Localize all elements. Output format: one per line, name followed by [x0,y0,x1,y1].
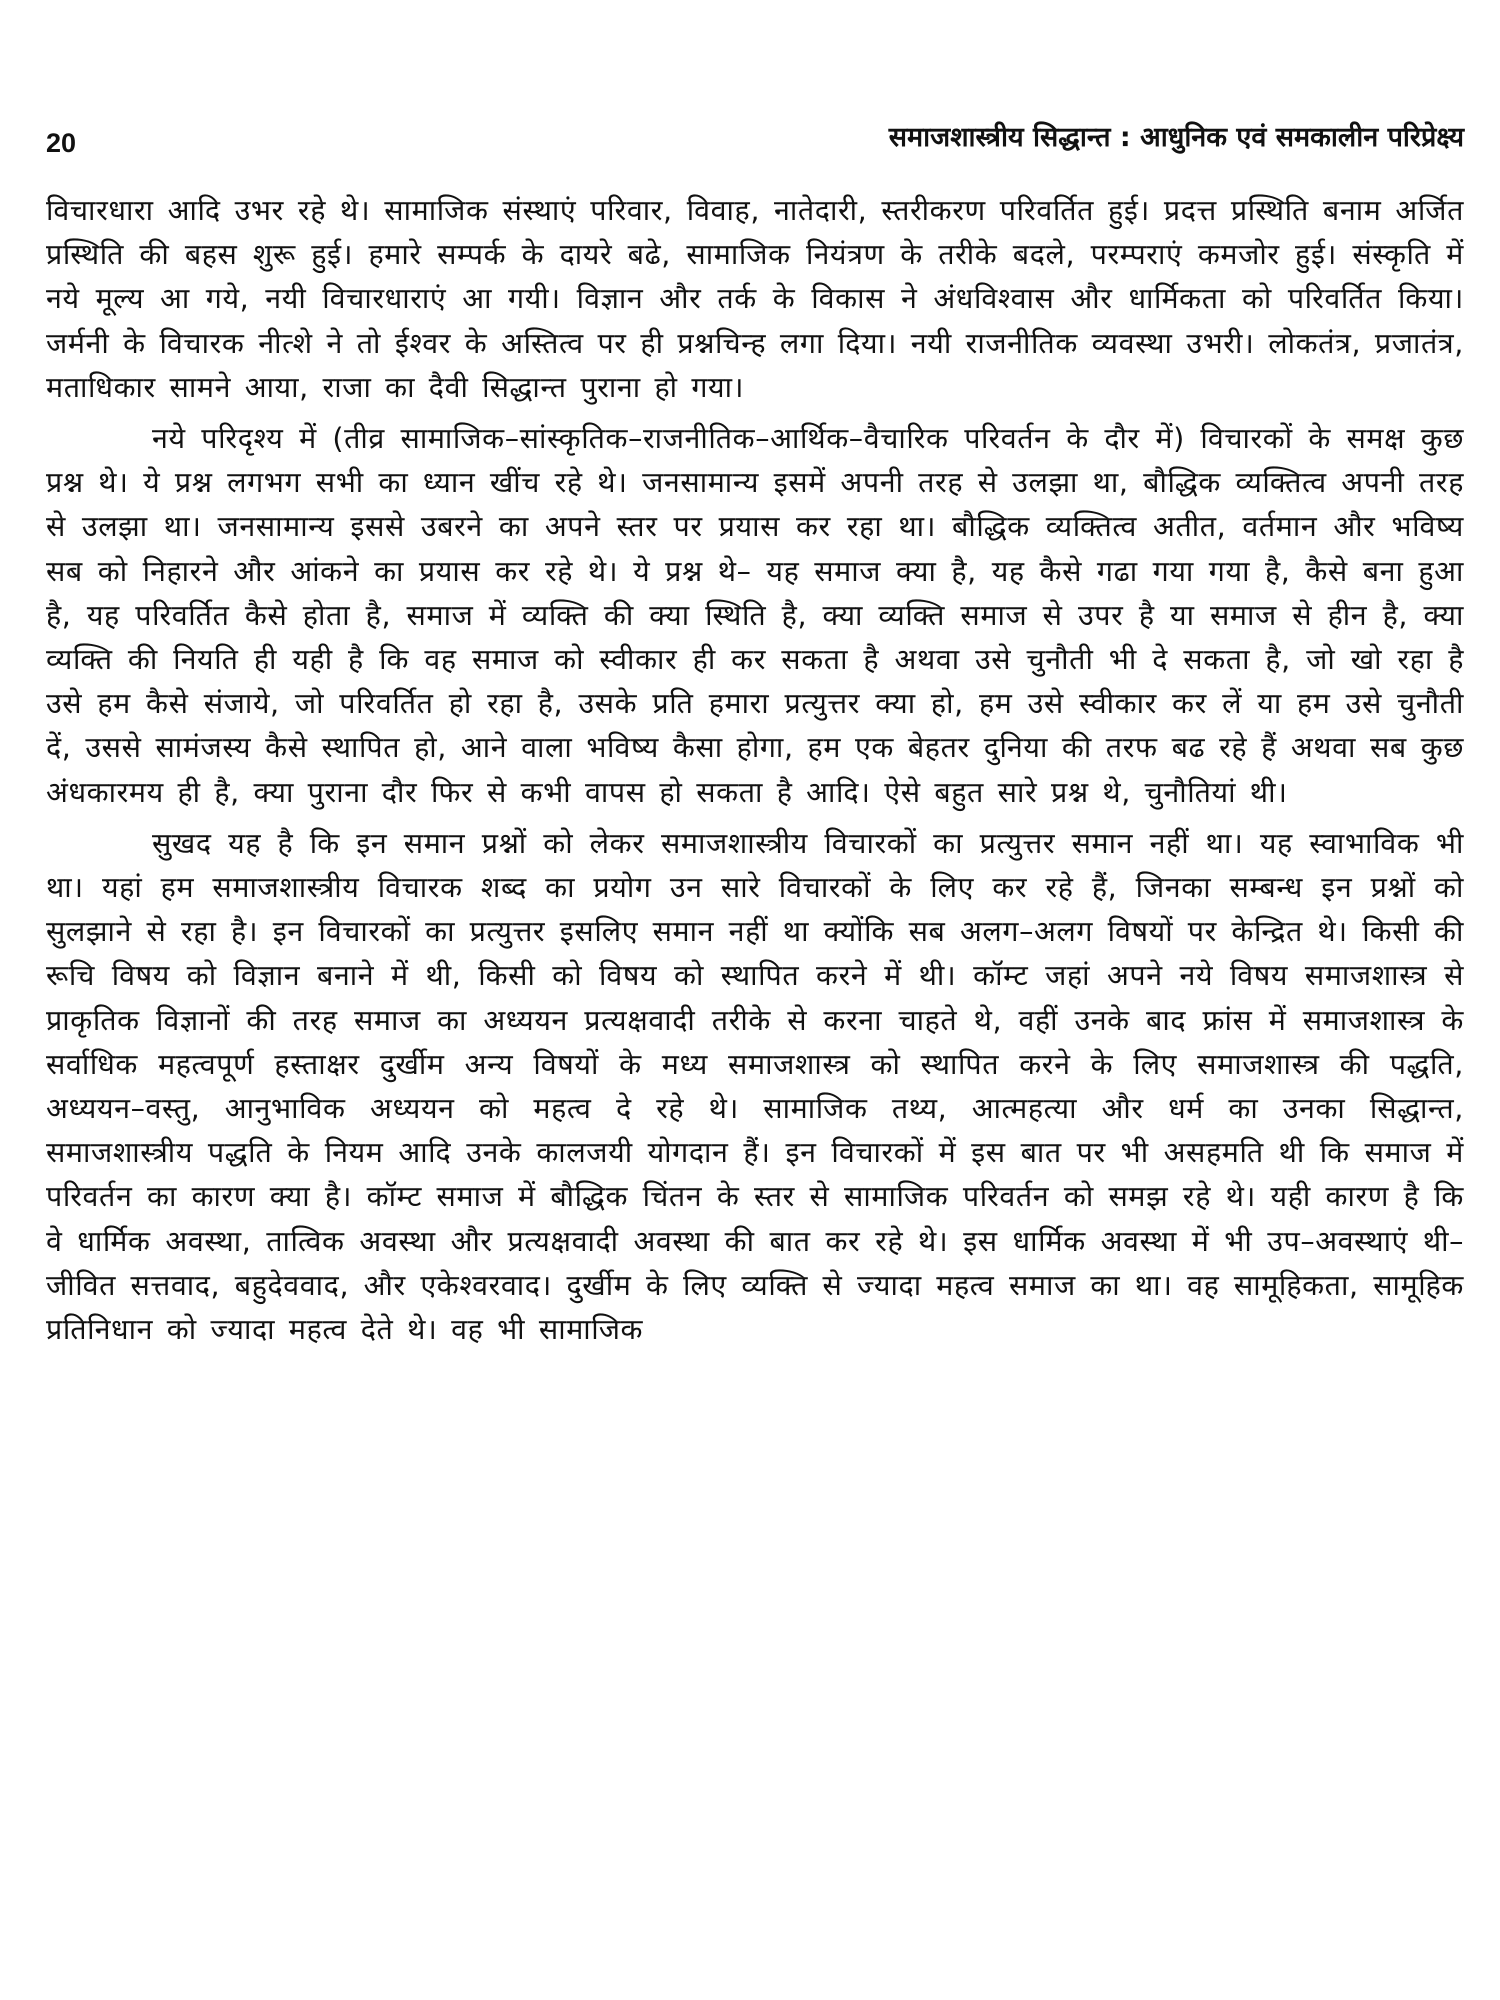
page-number: 20 [46,128,77,158]
paragraph-2: नये परिदृश्य में (तीव्र सामाजिक–सांस्कृतिक–राजनीतिक–आर्थिक–वैचारिक परिवर्तन के दौर में) विचारकों के समक्ष कुछ प्रश्न थे। ये प्रश्न लगभग सभी का ध्यान खींच रहे थे। जनसामान्य इसमें अपनी तरह से उलझा था, बौद्धिक व्यक्तित्व अपनी तरह से उलझा था। जनसामान्य इससे उबरने का अपने स्तर पर प्रयास कर रहा था। बौद्धिक व्यक्तित्व अतीत, वर्तमान और भविष्य सब को निहारने और आंकने का प्रयास कर रहे थे। ये प्रश्न थे– यह समाज क्या है, यह कैसे गढा गया गया है, कैसे बना हुआ है, यह परिवर्तित कैसे होता है, समाज में व्यक्ति की क्या स्थिति है, क्या व्यक्ति समाज से उपर है या समाज से हीन है, क्या व्यक्ति की नियति ही यही है कि वह समाज को स्वीकार ही कर सकता है अथवा उसे चुनौती भी दे सकता है, जो खो रहा है उसे हम कैसे संजाये, जो परिवर्तित हो रहा है, उसके प्रति हमारा प्रत्युत्तर क्या हो, हम उसे स्वीकार कर लें या हम उसे चुनौती दें, उससे सामंजस्य कैसे स्थापित हो, आने वाला भविष्य कैसा होगा, हम एक बेहतर दुनिया की तरफ बढ रहे हैं अथवा सब कुछ अंधकारमय ही है, क्या पुराना दौर फिर से कभी वापस हो सकता है आदि। ऐसे बहुत सारे प्रश्न थे, चुनौतियां थी। [46,421,1464,809]
body-text [46,188,1464,1978]
running-title: समाजशास्त्रीय सिद्धान्त : आधुनिक एवं समकालीन परिप्रेक्ष्य [888,122,1464,153]
page-header [46,118,1464,166]
paragraph-1: विचारधारा आदि उभर रहे थे। सामाजिक संस्थाएं परिवार, विवाह, नातेदारी, स्तरीकरण परिवर्तित हुई। प्रदत्त प्रस्थिति बनाम अर्जित प्रस्थिति की बहस शुरू हुई। हमारे सम्पर्क के दायरे बढे, सामाजिक नियंत्रण के तरीके बदले, परम्पराएं कमजोर हुई। संस्कृति में नये मूल्य आ गये, नयी विचारधाराएं आ गयी। विज्ञान और तर्क के विकास ने अंधविश्वास और धार्मिकता को परिवर्तित किया। जर्मनी के विचारक नीत्शे ने तो ईश्वर के अस्तित्व पर ही प्रश्नचिन्ह लगा दिया। नयी राजनीतिक व्यवस्था उभरी। लोकतंत्र, प्रजातंत्र, मताधिकार सामने आया, राजा का दैवी सिद्धान्त पुराना हो गया। [46,193,1464,404]
paragraph-3: सुखद यह है कि इन समान प्रश्नों को लेकर समाजशास्त्रीय विचारकों का प्रत्युत्तर समान नहीं था। यह स्वाभाविक भी था। यहां हम समाजशास्त्रीय विचारक शब्द का प्रयोग उन सारे विचारकों के लिए कर रहे हैं, जिनका सम्बन्ध इन प्रश्नों को सुलझाने से रहा है। इन विचारकों का प्रत्युत्तर इसलिए समान नहीं था क्योंकि सब अलग–अलग विषयों पर केन्द्रित थे। किसी की रूचि विषय को विज्ञान बनाने में थी, किसी को विषय को स्थापित करने में थी। कॉम्ट जहां अपने नये विषय समाजशास्त्र से प्राकृतिक विज्ञानों की तरह समाज का अध्ययन प्रत्यक्षवादी तरीके से करना चाहते थे, वहीं उनके बाद फ्रांस में समाजशास्त्र के सर्वाधिक महत्वपूर्ण हस्ताक्षर दुर्खीम अन्य विषयों के मध्य समाजशास्त्र को स्थापित करने के लिए समाजशास्त्र की पद्धति, अध्ययन–वस्तु, आनुभाविक अध्ययन को महत्व दे रहे थे। सामाजिक तथ्य, आत्महत्या और धर्म का उनका सिद्धान्त, समाजशास्त्रीय पद्धति के नियम आदि उनके कालजयी योगदान हैं। इन विचारकों में इस बात पर भी असहमति थी कि समाज में परिवर्तन का कारण क्या है। कॉम्ट समाज में बौद्धिक चिंतन के स्तर से सामाजिक परिवर्तन को समझ रहे थे। यही कारण है कि वे धार्मिक अवस्था, तात्विक अवस्था और प्रत्यक्षवादी अवस्था की बात कर रहे थे। इस धार्मिक अवस्था में भी उप–अवस्थाएं थी– जीवित सत्तवाद, बहुदेववाद, और एकेश्वरवाद। दुर्खीम के लिए व्यक्ति से ज्यादा महत्व समाज का था। वह सामूहिकता, सामूहिक प्रतिनिधान को ज्यादा महत्व देते थे। वह भी सामाजिक [46,825,1464,1347]
